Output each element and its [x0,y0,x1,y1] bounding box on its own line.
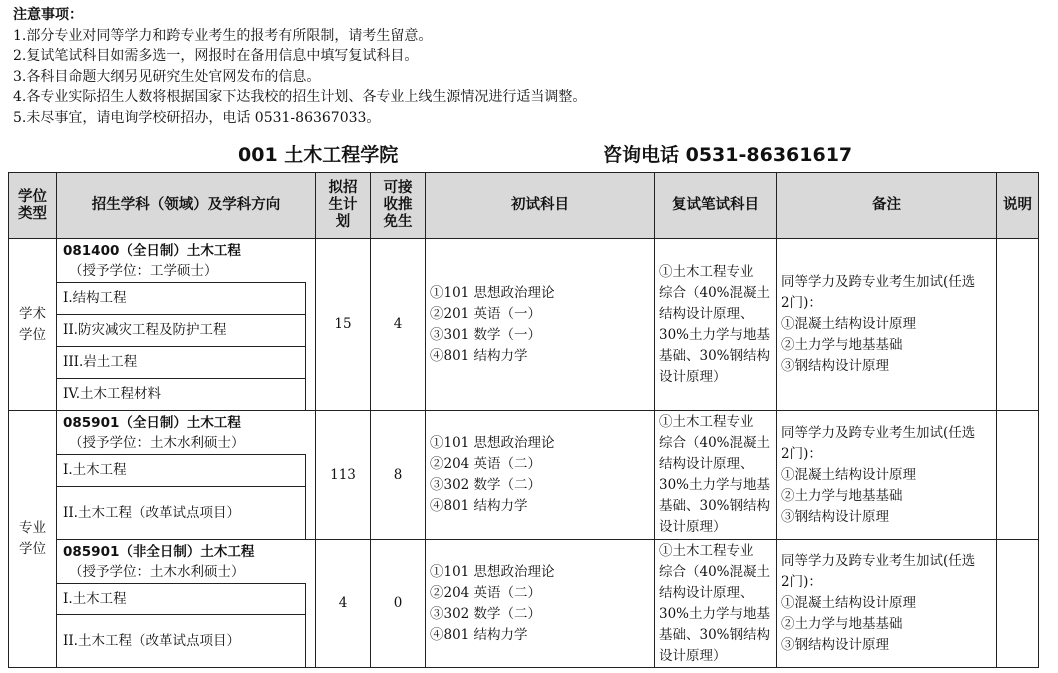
prelim-subjects: ①101 思想政治理论 ②201 英语（一） ③301 数学（一） ④801 结构力学 [425,238,654,410]
note-item: 5.未尽事宜，请电询学校研招办，电话 0531-86367033。 [13,109,381,126]
explain-cell [996,410,1038,539]
direction-item: IV.土木工程材料 [56,378,305,410]
direction-item: II.土木工程（改革试点项目） [56,614,305,667]
direction-item: III.岩土工程 [56,346,305,378]
major-degree: （授予学位：土木水利硕士） [69,435,245,451]
table-border-bottom [8,667,1039,668]
explain-cell [996,238,1038,410]
exempt-count: 0 [370,539,425,667]
header-prelim: 初试科目 [425,172,654,238]
college-name: 001 土木工程学院 [238,144,399,166]
direction-item: II.防灾减灾工程及防护工程 [56,314,305,346]
header-exempt: 可接 收推 免生 [370,172,425,238]
major-code: 081400（全日制）土木工程 [63,243,241,259]
direction-divider [305,282,306,410]
college-header [0,138,1058,168]
remarks: 同等学力及跨专业考生加试(任选 2门)： ①混凝土结构设计原理 ②土力学与地基基础 ③钢结构设计原理 [776,410,996,539]
plan-count: 113 [315,410,370,539]
header-retest: 复试笔试科目 [654,172,776,238]
note-item: 4.各专业实际招生人数将根据国家下达我校的招生计划、各专业上线生源情况进行适当调整。 [13,89,587,105]
plan-count: 15 [315,238,370,410]
major-code: 085901（全日制）土木工程 [63,415,241,431]
prelim-subjects: ①101 思想政治理论 ②204 英语（二） ③302 数学（二） ④801 结构力学 [425,410,654,539]
note-item: 1.部分专业对同等学力和跨专业考生的报考有所限制，请考生留意。 [13,27,433,44]
major-header [56,410,315,454]
retest-subjects: ①土木工程专业 综合（40%混凝土 结构设计原理、 30%土力学与地基 基础、30%钢结构 设计原理） [654,539,776,667]
header-explain: 说明 [996,172,1038,238]
prelim-subjects: ①101 思想政治理论 ②204 英语（二） ③302 数学（二） ④801 结构力学 [425,539,654,667]
plan-count: 4 [315,539,370,667]
table-border-right [1038,172,1039,668]
header-degree-type: 学位 类型 [8,172,56,238]
exempt-count: 8 [370,410,425,539]
notes-title: 注意事项： [13,7,83,23]
degree-type-academic: 学术 学位 [8,238,56,410]
major-degree: （授予学位：土木水利硕士） [69,564,245,580]
header-remarks: 备注 [776,172,996,238]
direction-divider [305,454,306,539]
direction-item: I.结构工程 [56,282,305,314]
major-code: 085901（非全日制）土木工程 [63,544,255,560]
exempt-count: 4 [370,238,425,410]
direction-item: I.土木工程 [56,583,305,614]
note-item: 2.复试笔试科目如需多选一，网报时在备用信息中填写复试科目。 [13,48,419,64]
major-header [56,238,315,282]
direction-item: II.土木工程（改革试点项目） [56,486,305,539]
notes-section [13,5,586,128]
remarks: 同等学力及跨专业考生加试(任选 2门)： ①混凝土结构设计原理 ②土力学与地基基础 ③钢结构设计原理 [776,238,996,410]
major-degree: （授予学位：工学硕士） [69,263,218,279]
degree-type-professional: 专业 学位 [8,410,56,667]
college-phone: 咨询电话 0531-86361617 [603,144,853,166]
header-plan: 拟招 生计 划 [315,172,370,238]
major-header [56,539,315,583]
retest-subjects: ①土木工程专业 综合（40%混凝土 结构设计原理、 30%土力学与地基 基础、30%钢结构 设计原理） [654,410,776,539]
retest-subjects: ①土木工程专业 综合（40%混凝土 结构设计原理、 30%土力学与地基 基础、30%钢结构 设计原理） [654,238,776,410]
header-discipline: 招生学科（领域）及学科方向 [56,172,315,238]
note-item: 3.各科目命题大纲另见研究生处官网发布的信息。 [13,68,321,85]
explain-cell [996,539,1038,667]
direction-item: I.土木工程 [56,454,305,486]
direction-divider [305,583,306,667]
remarks: 同等学力及跨专业考生加试(任选 2门)： ①混凝土结构设计原理 ②土力学与地基基础 ③钢结构设计原理 [776,539,996,667]
